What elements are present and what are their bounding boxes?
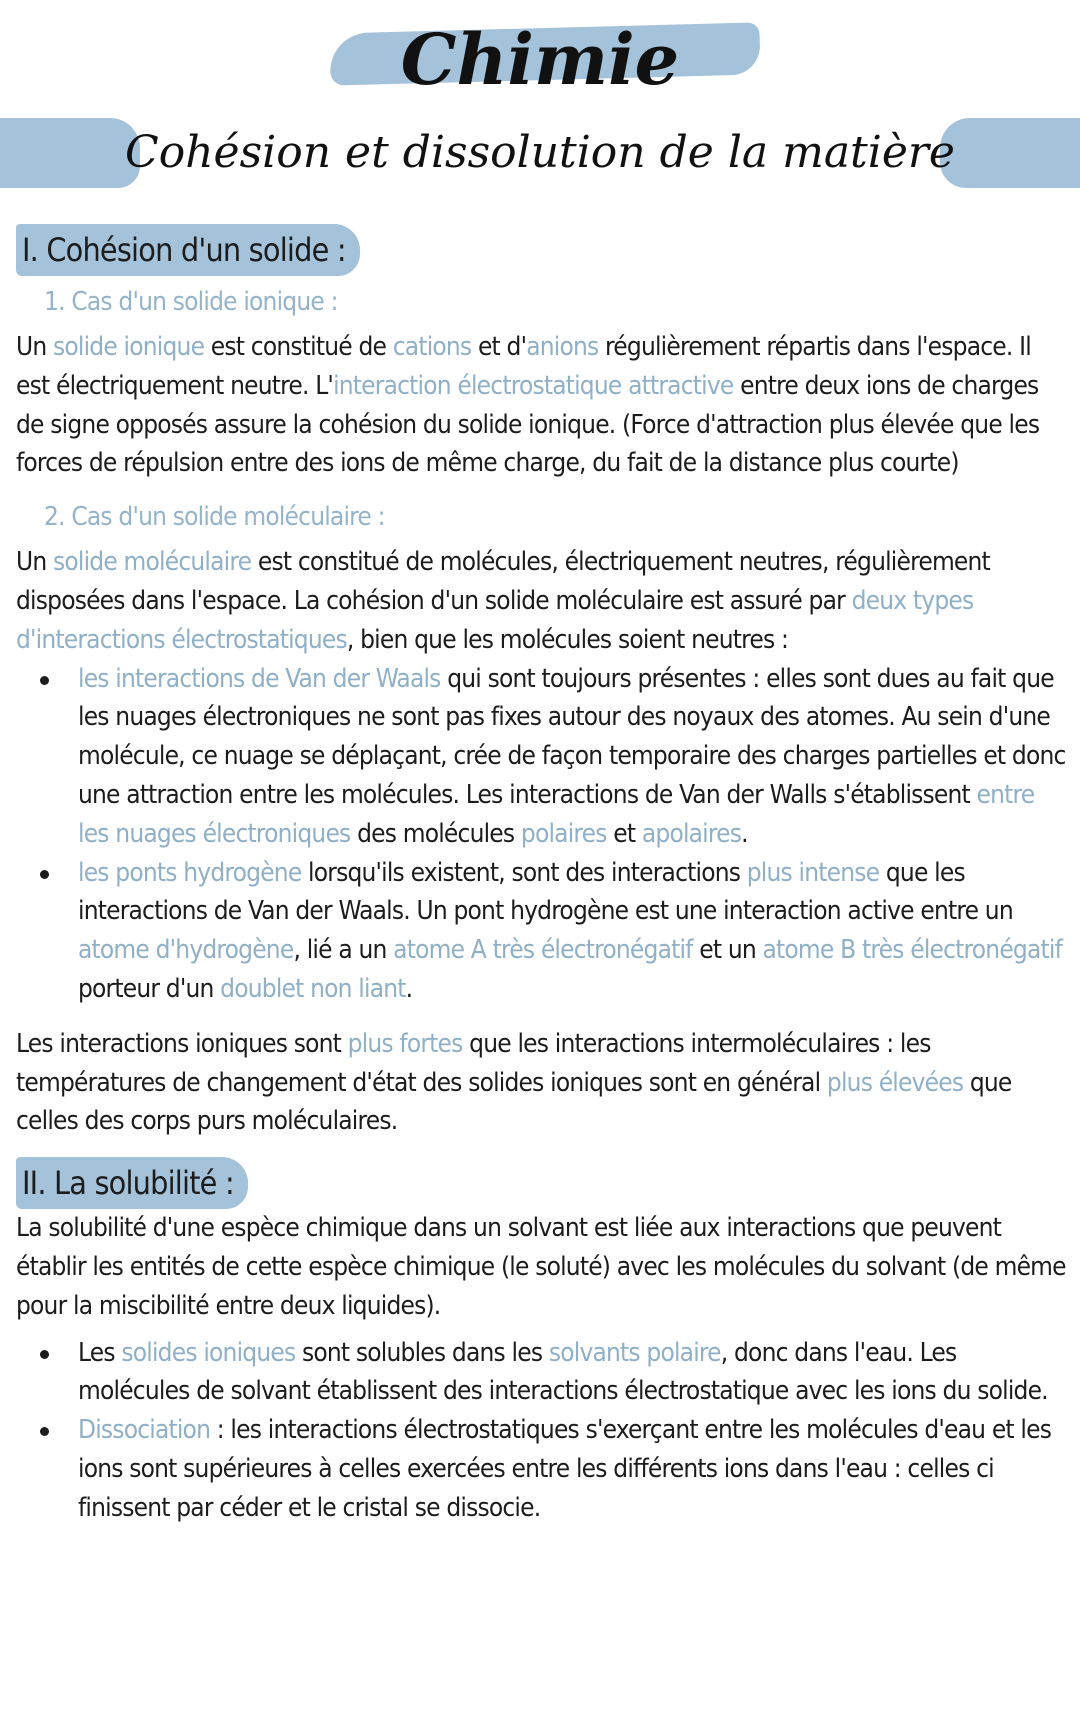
list-item-ionic-solubility: Les solides ioniques sont solubles dans les solvants polaire, donc dans l'eau. Les molécules de solvant établissent des interactions électrostatique avec les ions du solide.: [16, 1334, 1066, 1412]
paragraph-solubility: La solubilité d'une espèce chimique dans un solvant est liée aux interactions que peuvent établir les entités de cette espèce chimique (le soluté) avec les molécules du solvant (de même pour la miscibilité entre deux liquides).: [16, 1213, 1066, 1321]
list-item-dissociation: Dissociation : les interactions électrostatiques s'exerçant entre les molécules d'eau et les ions sont supérieures à celles exercées entre les différents ions dans l'eau : celles ci finissent par céder et le cristal se dissocie.: [16, 1411, 1066, 1527]
paragraph-ionic-solid: Un solide ionique est constitué de cations et d'anions régulièrement répartis dans l'espace. Il est électriquement neutre. L'interaction électrostatique attractive entre deux ions de charges de signe opposés assure la cohésion du solide ionique. (Force d'attraction plus élevée que les forces de répulsion entre des ions de même charge, du fait de la distance plus courte): [16, 332, 1040, 479]
highlight-term: doublet non liant: [220, 973, 406, 1004]
page-title: Chimie: [400, 18, 680, 101]
list-item-hydrogen-bonds: les ponts hydrogène lorsqu'ils existent, sont des interactions plus intense que les interactions de Van der Waals. Un pont hydrogène est une interaction active entre un atome d'hydrogène, lié a un atome A très électronégatif et un atome B très électronégatif porteur d'un doublet non liant.: [16, 854, 1066, 1009]
highlight-term: atome B très électronégatif: [762, 935, 1062, 966]
highlight-term: interaction électrostatique attractive: [333, 370, 734, 401]
highlight-term: solide ionique: [52, 332, 205, 362]
highlight-term: solides ioniques: [121, 1337, 296, 1368]
highlight-term: deux types d'interactions électrostatiques: [16, 585, 974, 655]
subsection-heading-molecular: 2. Cas d'un solide moléculaire :: [44, 502, 385, 533]
highlight-term: plus intense: [746, 857, 880, 888]
highlight-term: cations: [392, 332, 472, 362]
highlight-term: les ponts hydrogène: [78, 857, 302, 888]
paragraph-molecular-solid: Un solide moléculaire est constitué de molécules, électriquement neutres, régulièrement disposées dans l'espace. La cohésion d'un solide moléculaire est assuré par deux types d'interactions électrostatiques, bien que les molécules soient neutres :: [16, 547, 990, 655]
highlight-term: plus fortes: [347, 1028, 463, 1059]
list-item-van-der-waals: les interactions de Van der Waals qui sont toujours présentes : elles sont dues au fait que les nuages électroniques ne sont pas fixes autour des noyaux des atomes. Au sein d'une molécule, ce nuage se déplaçant, crée de façon temporaire des charges partielles et donc une attraction entre les molécules. Les interactions de Van der Walls s'établissent entre les nuages électroniques des molécules polaires et apolaires.: [16, 660, 1066, 854]
highlight-term: solide moléculaire: [52, 547, 252, 578]
highlight-term: Dissociation: [78, 1415, 211, 1446]
highlight-term: anions: [526, 332, 599, 362]
highlight-term: entre les nuages électroniques: [78, 779, 1035, 849]
section-heading-solubility: II. La solubilité :: [16, 1157, 248, 1209]
section-heading-cohesion: I. Cohésion d'un solide :: [16, 224, 360, 276]
highlight-term: solvants polaire: [548, 1337, 721, 1368]
highlight-term: plus élevées: [826, 1067, 964, 1098]
highlight-term: apolaires: [641, 818, 742, 849]
highlight-term: les interactions de Van der Waals: [78, 663, 441, 694]
document-body: [16, 224, 1066, 1528]
highlight-term: atome A très électronégatif: [393, 935, 693, 966]
interaction-list: [16, 660, 1066, 1009]
paragraph-conclusion: Les interactions ioniques sont plus fortes que les interactions intermoléculaires : les températures de changement d'état des solides ioniques sont en général plus élevées que celles des corps purs moléculaires.: [16, 1028, 1012, 1137]
highlight-term: polaires: [520, 818, 607, 849]
page-subtitle: Cohésion et dissolution de la matière: [125, 127, 955, 178]
highlight-term: atome d'hydrogène: [78, 935, 294, 966]
solubility-list: [16, 1334, 1066, 1528]
subsection-heading-ionic: 1. Cas d'un solide ionique :: [44, 287, 338, 317]
